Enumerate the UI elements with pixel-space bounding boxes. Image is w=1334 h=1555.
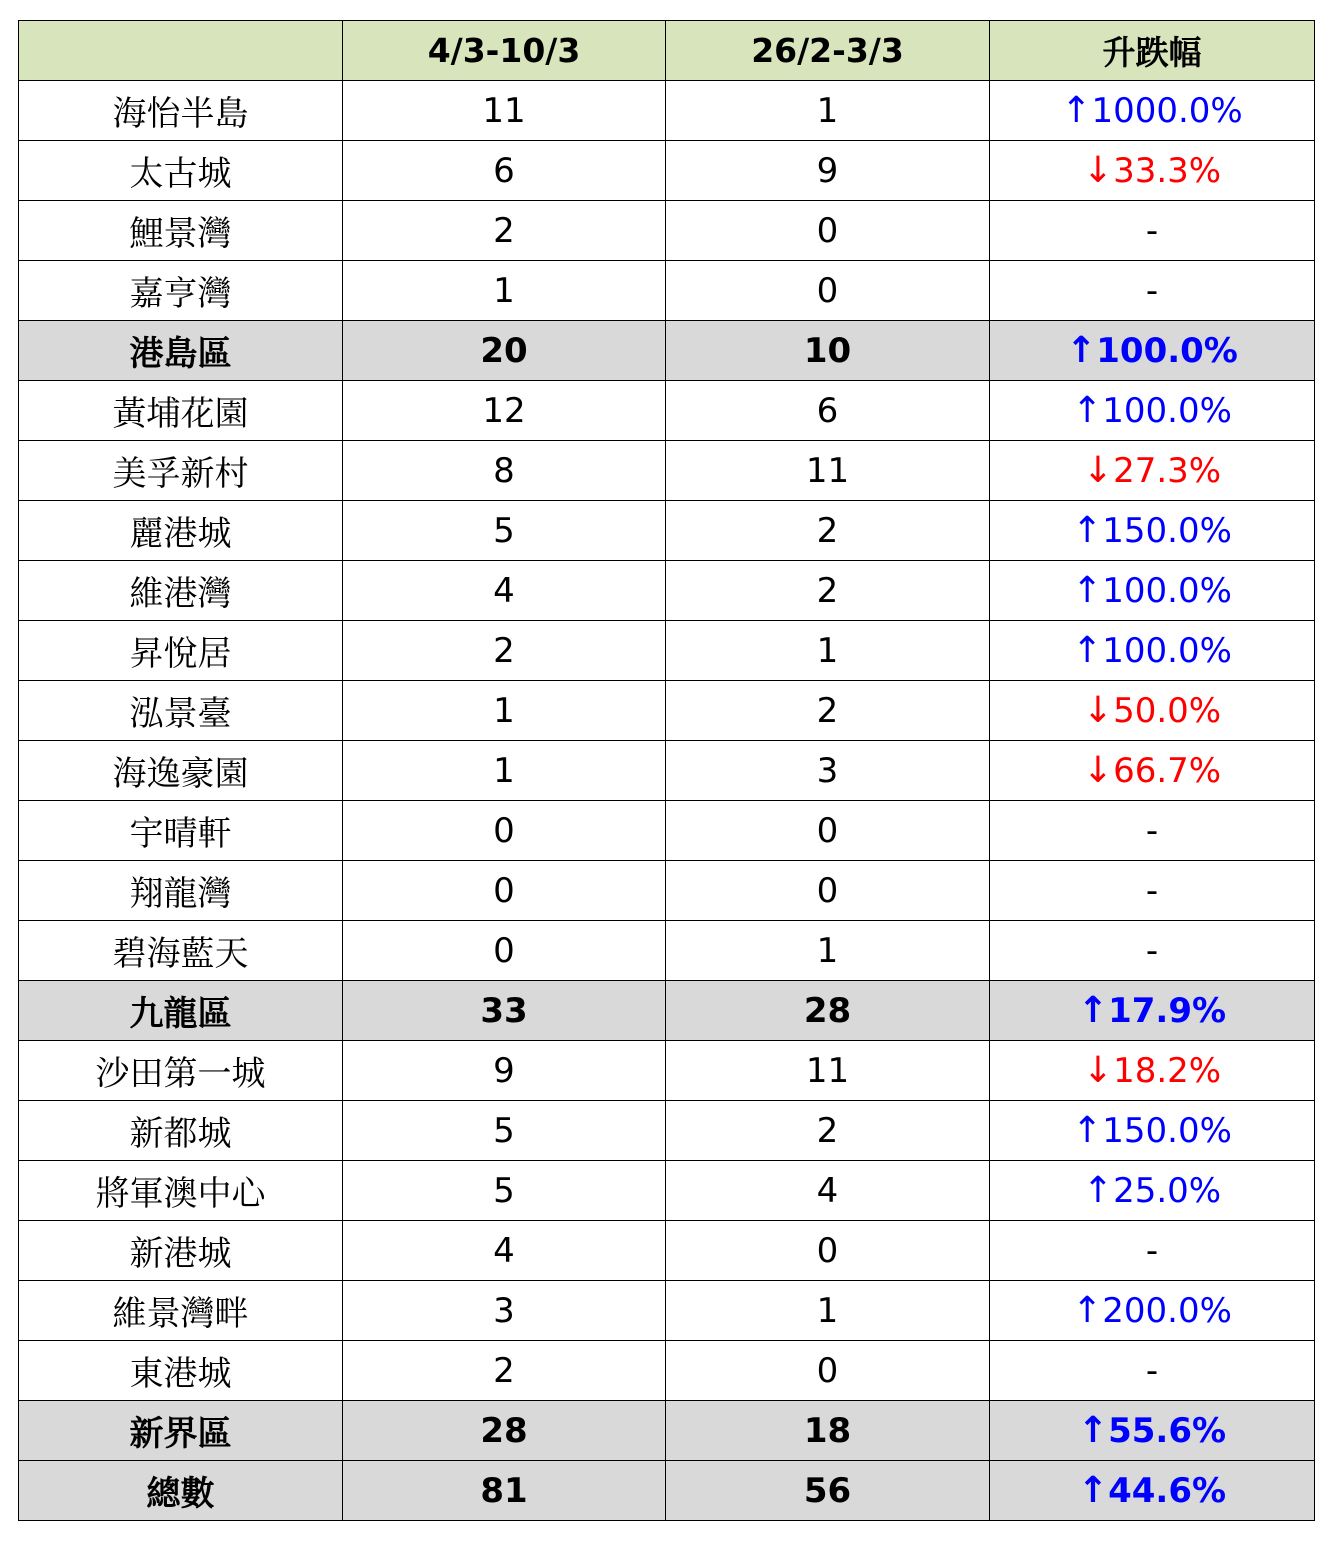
table-row [19,681,1315,741]
table-row [19,1281,1315,1341]
previous-count: 18 [666,1401,990,1461]
current-count: 0 [343,861,666,921]
subtotal-row [19,321,1315,381]
previous-count: 3 [666,741,990,801]
arrow-up-icon: ↑ [1061,90,1092,131]
change-cell [990,1221,1315,1281]
header-previous-period: 26/2-3/3 [666,21,990,81]
change-value: 25.0% [1113,1171,1222,1211]
change-cell [990,621,1315,681]
current-count: 33 [343,981,666,1041]
change-value: 55.6% [1108,1411,1227,1451]
current-count: 28 [343,1401,666,1461]
change-cell [990,801,1315,861]
estate-name: 維港灣 [19,561,343,621]
arrow-up-icon: ↑ [1072,1110,1103,1151]
current-count: 11 [343,81,666,141]
previous-count: 1 [666,81,990,141]
current-count: 5 [343,501,666,561]
previous-count: 0 [666,1221,990,1281]
current-count: 2 [343,621,666,681]
estate-name: 碧海藍天 [19,921,343,981]
change-cell [990,1401,1315,1461]
table-row [19,501,1315,561]
change-cell [990,501,1315,561]
change-cell [990,981,1315,1041]
change-value: - [1145,870,1159,911]
change-value: 200.0% [1102,1291,1232,1331]
change-cell [990,921,1315,981]
previous-count: 11 [666,441,990,501]
change-cell [990,441,1315,501]
current-count: 1 [343,741,666,801]
previous-count: 2 [666,561,990,621]
estate-name: 翔龍灣 [19,861,343,921]
arrow-up-icon: ↑ [1082,1170,1114,1211]
previous-count: 1 [666,621,990,681]
previous-count: 0 [666,801,990,861]
estate-name: 黃埔花園 [19,381,343,441]
previous-count: 9 [666,141,990,201]
arrow-up-icon: ↑ [1072,510,1103,551]
previous-count: 4 [666,1161,990,1221]
change-value: - [1145,810,1159,851]
arrow-down-icon: ↓ [1082,150,1114,191]
change-value: 50.0% [1113,691,1222,731]
arrow-up-icon: ↑ [1077,1470,1109,1511]
change-cell [990,1461,1315,1521]
estate-name: 海怡半島 [19,81,343,141]
change-value: 27.3% [1113,451,1222,491]
change-value: 18.2% [1113,1051,1222,1091]
previous-count: 1 [666,1281,990,1341]
estate-name: 嘉亨灣 [19,261,343,321]
estate-name: 麗港城 [19,501,343,561]
header-row [19,21,1315,81]
table-row [19,1101,1315,1161]
previous-count: 10 [666,321,990,381]
change-cell [990,81,1315,141]
change-value: 44.6% [1108,1471,1227,1511]
estate-name: 新都城 [19,1101,343,1161]
change-cell [990,1281,1315,1341]
change-cell [990,561,1315,621]
change-value: 17.9% [1108,991,1227,1031]
table-row [19,441,1315,501]
change-value: 1000.0% [1091,91,1243,131]
change-value: 150.0% [1102,511,1232,551]
current-count: 8 [343,441,666,501]
subtotal-row [19,981,1315,1041]
change-value: - [1145,210,1159,251]
table-row [19,741,1315,801]
change-value: 150.0% [1102,1111,1232,1151]
change-cell [990,1041,1315,1101]
current-count: 5 [343,1161,666,1221]
table-row [19,561,1315,621]
arrow-down-icon: ↓ [1082,690,1114,731]
change-value: - [1145,930,1159,971]
current-count: 9 [343,1041,666,1101]
arrow-up-icon: ↑ [1072,630,1103,671]
estate-name: 海逸豪園 [19,741,343,801]
previous-count: 0 [666,201,990,261]
header-current-period: 4/3-10/3 [343,21,666,81]
change-value: 66.7% [1113,751,1222,791]
estate-name: 泓景臺 [19,681,343,741]
arrow-up-icon: ↑ [1077,990,1109,1031]
estate-name: 鯉景灣 [19,201,343,261]
change-cell [990,1341,1315,1401]
estate-name: 維景灣畔 [19,1281,343,1341]
table-row [19,81,1315,141]
current-count: 6 [343,141,666,201]
change-value: 100.0% [1102,391,1232,431]
arrow-down-icon: ↓ [1082,1050,1114,1091]
previous-count: 28 [666,981,990,1041]
current-count: 2 [343,201,666,261]
previous-count: 2 [666,1101,990,1161]
estate-name: 美孚新村 [19,441,343,501]
table-row [19,1041,1315,1101]
header-change: 升跌幅 [990,21,1315,81]
table-row [19,621,1315,681]
change-cell [990,261,1315,321]
change-cell [990,201,1315,261]
arrow-down-icon: ↓ [1082,750,1114,791]
arrow-up-icon: ↑ [1066,330,1097,371]
estate-name: 將軍澳中心 [19,1161,343,1221]
change-value: 100.0% [1096,331,1238,371]
change-cell [990,321,1315,381]
current-count: 4 [343,1221,666,1281]
current-count: 81 [343,1461,666,1521]
estate-name: 新港城 [19,1221,343,1281]
change-cell [990,741,1315,801]
table-row [19,261,1315,321]
estate-name: 東港城 [19,1341,343,1401]
current-count: 12 [343,381,666,441]
current-count: 0 [343,801,666,861]
previous-count: 6 [666,381,990,441]
change-value: - [1145,1350,1159,1391]
change-cell [990,861,1315,921]
current-count: 5 [343,1101,666,1161]
current-count: 3 [343,1281,666,1341]
change-value: - [1145,1230,1159,1271]
previous-count: 1 [666,921,990,981]
change-cell [990,381,1315,441]
table-row [19,1221,1315,1281]
header-estate [19,21,343,81]
table-row [19,381,1315,441]
estate-name: 昇悅居 [19,621,343,681]
estate-name: 宇晴軒 [19,801,343,861]
previous-count: 0 [666,261,990,321]
current-count: 20 [343,321,666,381]
table-row [19,1341,1315,1401]
table-row [19,861,1315,921]
subtotal-row [19,1461,1315,1521]
table-body [19,81,1315,1521]
previous-count: 11 [666,1041,990,1101]
previous-count: 56 [666,1461,990,1521]
previous-count: 0 [666,861,990,921]
estate-name: 沙田第一城 [19,1041,343,1101]
current-count: 1 [343,261,666,321]
previous-count: 2 [666,501,990,561]
arrow-up-icon: ↑ [1072,390,1103,431]
change-value: 100.0% [1102,571,1232,611]
previous-count: 2 [666,681,990,741]
change-value: 33.3% [1113,151,1222,191]
estate-name: 太古城 [19,141,343,201]
estate-name: 九龍區 [19,981,343,1041]
table-row [19,921,1315,981]
change-cell [990,1161,1315,1221]
table-row [19,201,1315,261]
table-row [19,1161,1315,1221]
arrow-up-icon: ↑ [1077,1410,1109,1451]
change-cell [990,1101,1315,1161]
arrow-up-icon: ↑ [1072,1290,1103,1331]
transactions-table [18,20,1315,1521]
table-row [19,141,1315,201]
change-cell [990,681,1315,741]
change-cell [990,141,1315,201]
transactions-table-wrapper [18,20,1314,1521]
estate-name: 總數 [19,1461,343,1521]
arrow-down-icon: ↓ [1082,450,1114,491]
estate-name: 新界區 [19,1401,343,1461]
table-row [19,801,1315,861]
current-count: 1 [343,681,666,741]
estate-name: 港島區 [19,321,343,381]
subtotal-row [19,1401,1315,1461]
current-count: 2 [343,1341,666,1401]
arrow-up-icon: ↑ [1072,570,1103,611]
change-value: 100.0% [1102,631,1232,671]
current-count: 0 [343,921,666,981]
current-count: 4 [343,561,666,621]
change-value: - [1145,270,1159,311]
previous-count: 0 [666,1341,990,1401]
